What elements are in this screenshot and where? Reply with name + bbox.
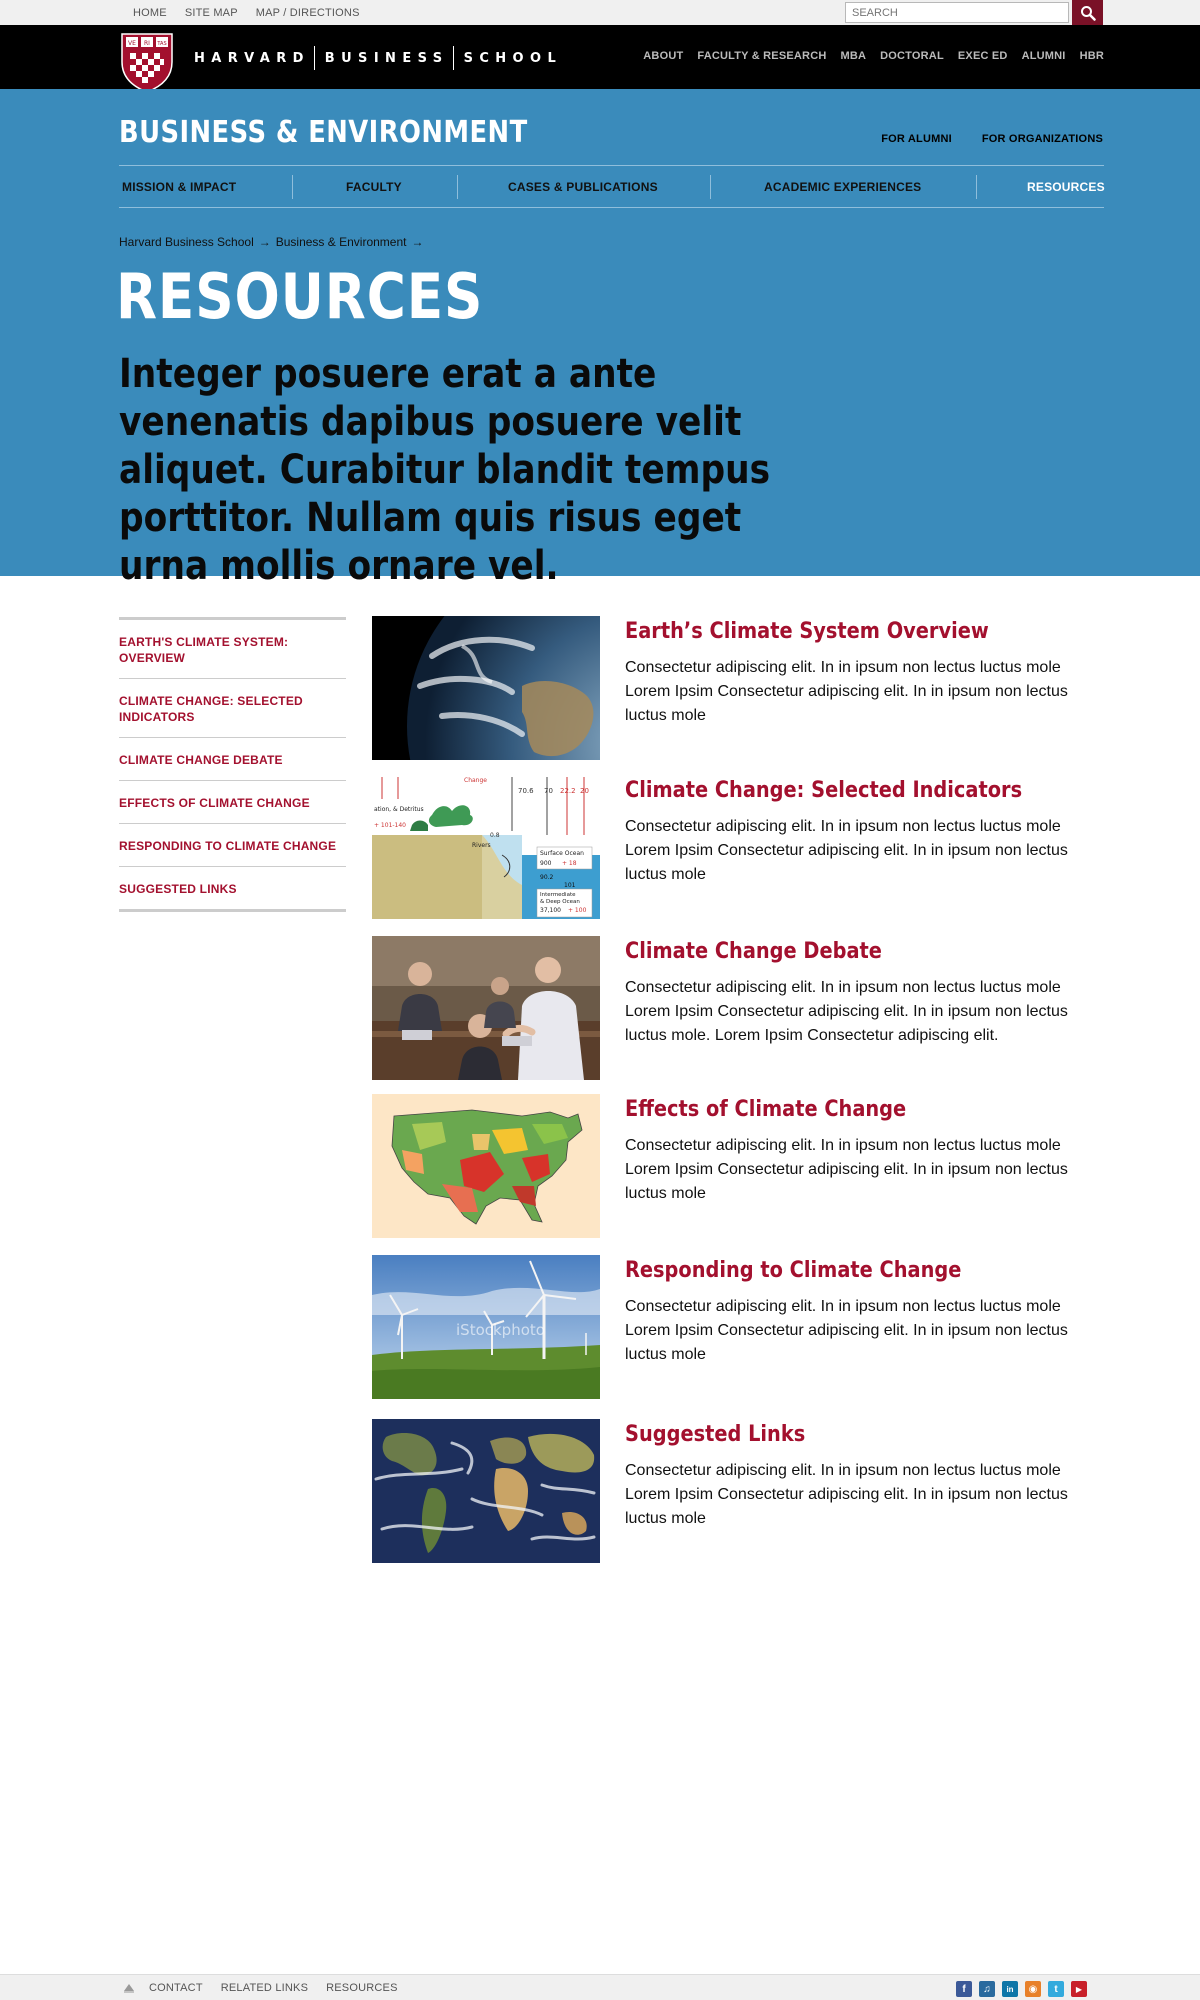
diagram-value: 70 — [544, 787, 553, 795]
twitter-icon[interactable]: t — [1048, 1981, 1064, 1997]
main-nav-mba[interactable]: MBA — [840, 50, 867, 62]
diagram-label-soil: + 101-140 — [374, 822, 407, 829]
diagram-value: 22.2 — [560, 787, 576, 795]
footer-links — [123, 1975, 416, 2000]
diagram-label-rivers: Rivers — [472, 842, 491, 849]
diagram-value: 20 — [580, 787, 589, 795]
main-nav-alumni[interactable]: ALUMNI — [1021, 50, 1066, 62]
masthead — [0, 25, 1200, 89]
article-item — [372, 936, 1104, 1086]
utility-link-home[interactable]: HOME — [133, 6, 167, 19]
footer-link-resources[interactable]: RESOURCES — [326, 1982, 398, 1994]
breadcrumb-arrow-icon: → — [258, 235, 271, 249]
social-icons — [956, 1981, 1087, 1997]
side-nav-climate-system-overview[interactable]: EARTH'S CLIMATE SYSTEM: OVERVIEW — [119, 620, 346, 679]
hbs-shield-logo[interactable] — [120, 32, 174, 93]
page-intro: Integer posuere erat a ante venenatis dapibus posuere velit aliquet. Curabitur blandit tempus porttitor. Nullam quis risus eget urna mollis ornare vel. — [119, 351, 771, 589]
footer-link-related-links[interactable]: RELATED LINKS — [220, 1982, 309, 1994]
article-item — [372, 1255, 1104, 1405]
section-nav-mission-impact[interactable]: MISSION & IMPACT — [122, 179, 237, 194]
section-nav-faculty[interactable]: FACULTY — [292, 166, 457, 207]
article-title[interactable]: Responding to Climate Change — [625, 1258, 962, 1283]
article-body: Consectetur adipiscing elit. In in ipsum non lectus luctus mole Lorem Ipsim Consectetur adipiscing elit. In in ipsum non lectus luctus mole — [625, 818, 1068, 883]
facebook-icon[interactable]: f — [956, 1981, 972, 1997]
footer-link-contact[interactable]: CONTACT — [149, 1982, 203, 1994]
side-nav-climate-change-debate[interactable]: CLIMATE CHANGE DEBATE — [119, 738, 346, 781]
side-nav-selected-indicators[interactable]: CLIMATE CHANGE: SELECTED INDICATORS — [119, 679, 346, 738]
diagram-label-deep-flux: 101 — [564, 882, 576, 889]
side-nav-responding-to-climate-change[interactable]: RESPONDING TO CLIMATE CHANGE — [119, 824, 346, 867]
site-title[interactable]: BUSINESS & ENVIRONMENT — [119, 115, 528, 150]
breadcrumb-item-hbs[interactable]: Harvard Business School — [119, 235, 254, 249]
youtube-icon[interactable]: ▶ — [1071, 1981, 1087, 1997]
article-item — [372, 1094, 1104, 1244]
section-nav-academic-experiences[interactable]: ACADEMIC EXPERIENCES — [710, 166, 976, 207]
wordmark-business: BUSINESS — [324, 50, 449, 66]
article-title[interactable]: Earth’s Climate System Overview — [625, 619, 989, 644]
diagram-label-deep-flux: 90.2 — [540, 874, 554, 881]
main-nav — [629, 50, 1104, 65]
main-nav-hbr[interactable]: HBR — [1079, 50, 1104, 62]
utility-links — [133, 0, 378, 25]
shield-text-3: TAS — [157, 41, 167, 47]
linkedin-icon[interactable]: in — [1002, 1981, 1018, 1997]
article-thumbnail-debate-panel-photo[interactable] — [372, 936, 600, 1080]
article-item — [372, 775, 1104, 925]
watermark-text: iStockphoto — [456, 1321, 545, 1339]
search-icon — [1080, 5, 1096, 21]
page-title: RESOURCES — [116, 260, 484, 333]
utility-link-map-directions[interactable]: MAP / DIRECTIONS — [255, 6, 360, 19]
hbs-wordmark[interactable] — [194, 45, 562, 71]
breadcrumb — [119, 235, 428, 249]
main-nav-doctoral[interactable]: DOCTORAL — [880, 50, 944, 62]
section-nav — [119, 165, 1104, 208]
diagram-value: 70.6 — [518, 787, 534, 795]
wordmark-divider — [314, 46, 315, 70]
rss-icon[interactable]: ◉ — [1025, 1981, 1041, 1997]
side-nav-suggested-links[interactable]: SUGGESTED LINKS — [119, 882, 237, 896]
article-thumbnail-wind-turbines-photo[interactable] — [372, 1255, 600, 1399]
article-thumbnail-earth-globe[interactable] — [372, 616, 600, 760]
article-title[interactable]: Climate Change Debate — [625, 939, 882, 964]
diagram-label-deep-total: 37,100 — [540, 907, 561, 914]
section-nav-resources[interactable]: RESOURCES — [976, 166, 1104, 207]
main-nav-about[interactable]: ABOUT — [643, 50, 684, 62]
wordmark-harvard: HARVARD — [194, 50, 310, 66]
wordmark-divider — [453, 46, 454, 70]
article-body: Consectetur adipiscing elit. In in ipsum non lectus luctus mole Lorem Ipsim Consectetur adipiscing elit. In in ipsum non lectus luctus mole — [625, 1462, 1068, 1527]
article-title[interactable]: Effects of Climate Change — [625, 1097, 907, 1122]
search-input[interactable] — [845, 2, 1069, 23]
breadcrumb-item-business-environment[interactable]: Business & Environment — [275, 235, 407, 249]
wordmark-school: SCHOOL — [463, 50, 563, 66]
diagram-label-flux: 0.8 — [490, 832, 500, 839]
shield-text-1: VE — [128, 40, 136, 47]
search-button[interactable] — [1072, 0, 1103, 25]
main-nav-exec-ed[interactable]: EXEC ED — [957, 50, 1008, 62]
article-body: Consectetur adipiscing elit. In in ipsum non lectus luctus mole Lorem Ipsim Consectetur adipiscing elit. In in ipsum non lectus luctus mole — [625, 1298, 1068, 1363]
diagram-label-deep-ocean: & Deep Ocean — [540, 899, 580, 905]
shield-text-2: RI — [144, 40, 150, 47]
article-thumbnail-world-satellite-map[interactable] — [372, 1419, 600, 1563]
diagram-label-surface-value: 900 — [540, 860, 552, 867]
audience-nav — [851, 133, 1103, 145]
breadcrumb-arrow-icon: → — [411, 235, 424, 249]
itunes-icon[interactable]: ♫ — [979, 1981, 995, 1997]
article-thumbnail-carbon-cycle-diagram[interactable] — [372, 775, 600, 919]
diagram-label-change: Change — [464, 777, 487, 784]
audience-nav-organizations[interactable]: FOR ORGANIZATIONS — [981, 133, 1103, 145]
article-thumbnail-us-climate-map[interactable] — [372, 1094, 600, 1238]
utility-link-site-map[interactable]: SITE MAP — [184, 6, 238, 19]
diagram-label-deep-change: + 100 — [568, 907, 587, 914]
article-body: Consectetur adipiscing elit. In in ipsum non lectus luctus mole Lorem Ipsim Consectetur adipiscing elit. In in ipsum non lectus luctus mole. Lorem Ipsim Consectetur adipiscing elit. — [625, 979, 1068, 1044]
side-nav — [119, 617, 346, 912]
article-item — [372, 616, 1104, 766]
side-nav-effects-of-climate-change[interactable]: EFFECTS OF CLIMATE CHANGE — [119, 781, 346, 824]
back-to-top-icon[interactable] — [123, 1983, 135, 1993]
diagram-label-surface-ocean: Surface Ocean — [540, 850, 584, 857]
article-body: Consectetur adipiscing elit. In in ipsum non lectus luctus mole Lorem Ipsim Consectetur adipiscing elit. In in ipsum non lectus luctus mole — [625, 659, 1068, 724]
main-nav-faculty-research[interactable]: FACULTY & RESEARCH — [697, 50, 827, 62]
utility-bar — [0, 0, 1200, 25]
section-nav-cases-publications[interactable]: CASES & PUBLICATIONS — [457, 166, 710, 207]
article-item — [372, 1419, 1104, 1569]
article-title[interactable]: Suggested Links — [625, 1422, 806, 1447]
diagram-label-detritus: ation, & Detritus — [374, 806, 424, 813]
article-title[interactable]: Climate Change: Selected Indicators — [625, 778, 1023, 803]
article-body: Consectetur adipiscing elit. In in ipsum non lectus luctus mole Lorem Ipsim Consectetur adipiscing elit. In in ipsum non lectus luctus mole — [625, 1137, 1068, 1202]
footer-bar — [0, 1974, 1200, 2000]
audience-nav-alumni[interactable]: FOR ALUMNI — [881, 133, 952, 145]
diagram-label-surface-change: + 18 — [562, 860, 577, 867]
diagram-label-deep-ocean: Intermediate — [540, 892, 576, 898]
